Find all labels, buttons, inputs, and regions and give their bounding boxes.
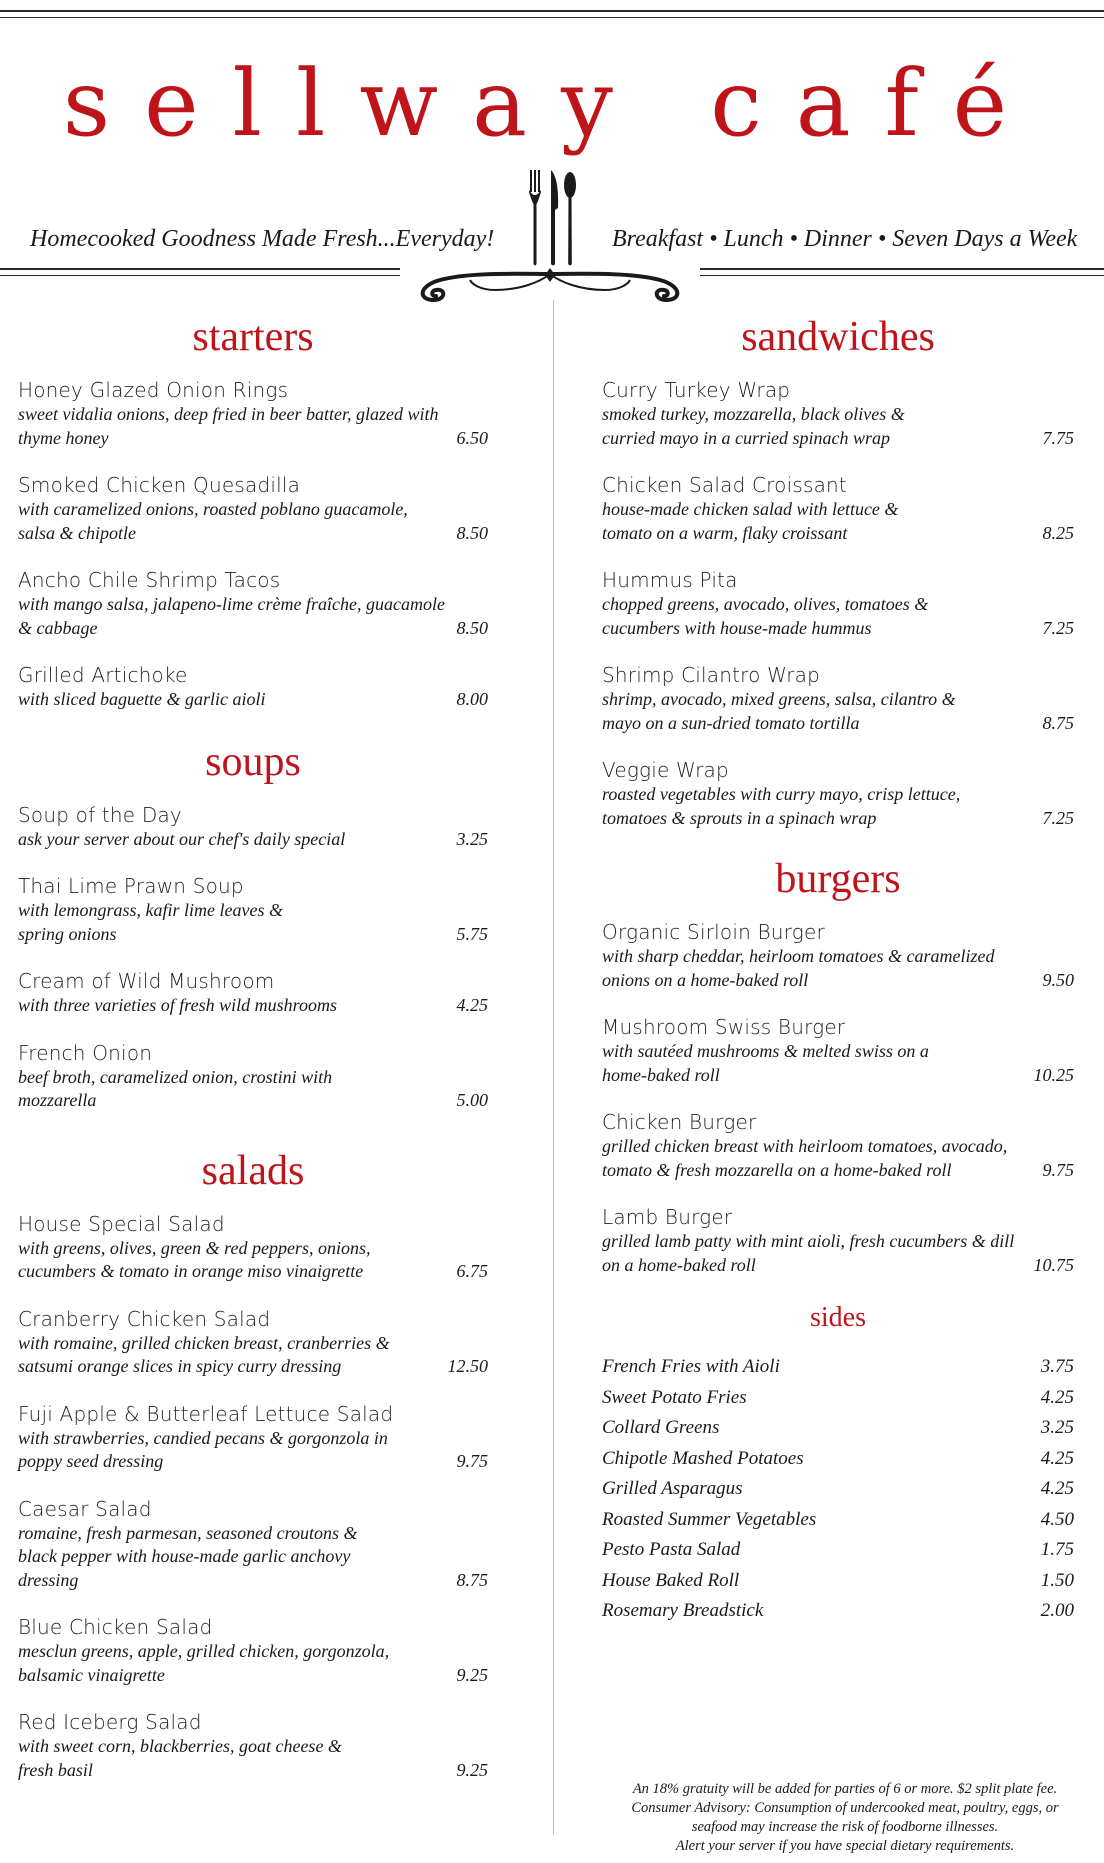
salads-heading: salads [201, 1147, 305, 1194]
burgers-heading: burgers [775, 856, 901, 902]
item-price: 6.50 [456, 427, 488, 448]
item-name: Ancho Chile Shrimp Tacos [18, 568, 281, 592]
item-name: Hummus Pita [602, 568, 738, 592]
item-description: with sliced baguette & garlic aioli [18, 689, 266, 709]
item-price: 8.50 [456, 522, 488, 543]
side-item [602, 1505, 1074, 1536]
side-price: 2.00 [1040, 1600, 1074, 1621]
item-price: 8.00 [456, 689, 488, 709]
menu-item [18, 1497, 488, 1593]
item-name: Shrimp Cilantro Wrap [602, 663, 820, 687]
item-name: French Onion [18, 1040, 153, 1065]
item-name: Caesar Salad [18, 1496, 152, 1521]
item-name: House Special Salad [18, 1211, 225, 1236]
item-description: sweet vidalia onions, deep fried in beer batter, glazed with thyme honey [18, 404, 439, 448]
salads-list [18, 1212, 488, 1783]
menu-item [602, 568, 1074, 640]
menu-item [602, 1015, 1074, 1087]
sandwiches-list [602, 378, 1074, 830]
item-name: Red Iceberg Salad [18, 1710, 202, 1734]
item-description: romaine, fresh parmesan, seasoned croutons & black pepper with house-made garlic anchovy dressing [18, 1522, 358, 1590]
side-item [602, 1566, 1074, 1597]
item-description: with lemongrass, kafir lime leaves & spring onions [18, 900, 283, 944]
item-description: with sharp cheddar, heirloom tomatoes & caramelized onions on a home-baked roll [602, 946, 995, 990]
item-name: Blue Chicken Salad [18, 1615, 213, 1639]
item-description: with three varieties of fresh wild mushrooms [18, 995, 337, 1015]
item-price: 8.75 [1042, 712, 1074, 733]
menu-item [602, 1110, 1074, 1182]
side-item [602, 1474, 1074, 1505]
gratuity-note: An 18% gratuity will be added for parties of 6 or more. $2 split plate fee. [632, 1781, 1058, 1797]
item-name: Thai Lime Prawn Soup [18, 874, 244, 898]
item-description: roasted vegetables with curry mayo, crisp lettuce, tomatoes & sprouts in a spinach wrap [602, 784, 961, 828]
menu-item [18, 1710, 488, 1782]
item-price: 12.50 [447, 1356, 488, 1376]
item-price: 10.75 [1033, 1254, 1074, 1275]
item-name: Cream of Wild Mushroom [18, 969, 275, 993]
item-description: with mango salsa, jalapeno-lime crème fraîche, guacamole & cabbage [18, 594, 445, 638]
item-name: Chicken Salad Croissant [602, 473, 847, 497]
side-price: 3.75 [1040, 1356, 1074, 1377]
item-description: grilled chicken breast with heirloom tomatoes, avocado, tomato & fresh mozzarella on a home-baked roll [602, 1136, 1008, 1180]
side-price: 4.25 [1040, 1386, 1074, 1408]
menu-item [18, 1402, 488, 1474]
side-name: French Fries with Aioli [602, 1356, 780, 1377]
menu-item [18, 803, 488, 852]
item-description: with greens, olives, green & red peppers, onions, cucumbers & tomato in orange miso vinaigrette [18, 1237, 371, 1281]
item-price: 7.25 [1042, 617, 1074, 638]
soups-list [18, 803, 488, 1113]
menu-item [18, 1041, 488, 1113]
side-price: 4.25 [1040, 1478, 1074, 1499]
item-name: Chicken Burger [602, 1110, 757, 1134]
menu-item [602, 1205, 1074, 1277]
item-price: 5.00 [456, 1090, 488, 1110]
fork-knife-spoon-icon [524, 168, 580, 268]
side-item [602, 1383, 1074, 1414]
side-name: Grilled Asparagus [602, 1478, 743, 1499]
item-name: Grilled Artichoke [18, 663, 188, 687]
item-description: chopped greens, avocado, olives, tomatoes & cucumbers with house-made hummus [602, 594, 929, 638]
item-name: Cranberry Chicken Salad [18, 1306, 271, 1331]
item-name: Fuji Apple & Butterleaf Lettuce Salad [18, 1401, 394, 1426]
right-column [602, 316, 1074, 1627]
item-name: Honey Glazed Onion Rings [18, 378, 289, 402]
menu-item [18, 473, 488, 545]
item-description: with sweet corn, blackberries, goat cheese & fresh basil [18, 1736, 342, 1780]
side-name: Rosemary Breadstick [602, 1600, 764, 1621]
menu-item [18, 874, 488, 946]
item-price: 9.75 [1042, 1159, 1074, 1180]
item-price: 9.50 [1042, 969, 1074, 990]
item-name: Organic Sirloin Burger [602, 920, 825, 944]
item-description: beef broth, caramelized onion, crostini with mozzarella [18, 1066, 333, 1110]
item-price: 7.75 [1042, 427, 1074, 448]
item-price: 8.75 [456, 1569, 488, 1590]
menu-item [18, 1307, 488, 1379]
side-item [602, 1535, 1074, 1566]
tagline-left: Homecooked Goodness Made Fresh...Everyday! [30, 226, 495, 252]
item-price: 4.25 [456, 995, 488, 1015]
item-description: mesclun greens, apple, grilled chicken, gorgonzola, balsamic vinaigrette [18, 1641, 390, 1685]
menu-item [18, 1615, 488, 1687]
starters-heading: starters [192, 314, 314, 360]
item-price: 9.75 [456, 1451, 488, 1471]
column-divider [553, 300, 554, 1835]
sandwiches-heading: sandwiches [741, 314, 935, 360]
item-description: ask your server about our chef's daily special [18, 828, 346, 849]
item-price: 10.25 [1033, 1064, 1074, 1085]
menu-item [602, 663, 1074, 735]
item-name: Soup of the Day [18, 802, 182, 827]
item-price: 8.50 [456, 617, 488, 638]
item-name: Smoked Chicken Quesadilla [18, 473, 301, 497]
side-name: Chipotle Mashed Potatoes [602, 1447, 804, 1469]
side-price: 4.50 [1040, 1508, 1074, 1530]
side-name: Pesto Pasta Salad [602, 1539, 741, 1560]
item-description: with sautéed mushrooms & melted swiss on a home-baked roll [602, 1041, 929, 1085]
tagline-right: Breakfast • Lunch • Dinner • Seven Days a Week [612, 226, 1078, 252]
item-price: 5.75 [456, 923, 488, 944]
advisory-line-1: Consumer Advisory: Consumption of undercooked meat, poultry, eggs, or [631, 1800, 1059, 1816]
side-name: Roasted Summer Vegetables [602, 1508, 817, 1530]
top-rule [0, 10, 1104, 12]
footer-notice [602, 1780, 1088, 1856]
restaurant-title: sellway café [62, 50, 1042, 157]
menu-item [18, 1212, 488, 1284]
side-price: 1.75 [1040, 1539, 1074, 1560]
flourish-ornament [400, 266, 700, 306]
item-name: Veggie Wrap [602, 758, 729, 782]
soups-heading: soups [205, 738, 301, 785]
top-rule-inner [0, 17, 1104, 18]
menu-item [602, 758, 1074, 830]
item-description: with caramelized onions, roasted poblano guacamole, salsa & chipotle [18, 499, 408, 543]
item-price: 9.25 [456, 1664, 488, 1685]
side-item [602, 1596, 1074, 1627]
item-price: 6.75 [456, 1261, 488, 1281]
item-description: shrimp, avocado, mixed greens, salsa, cilantro & mayo on a sun-dried tomato tortilla [602, 689, 956, 733]
menu-item [602, 473, 1074, 545]
dietary-note: Alert your server if you have special dietary requirements. [675, 1838, 1015, 1854]
side-price: 3.25 [1040, 1417, 1074, 1438]
side-item [602, 1413, 1074, 1444]
menu-item [18, 969, 488, 1018]
side-item [602, 1444, 1074, 1475]
sides-list [602, 1352, 1074, 1627]
menu-item [18, 378, 488, 450]
item-price: 7.25 [1042, 807, 1074, 828]
menu-item [18, 568, 488, 640]
item-price: 8.25 [1042, 522, 1074, 543]
side-item [602, 1352, 1074, 1383]
item-description: grilled lamb patty with mint aioli, fresh cucumbers & dill on a home-baked roll [602, 1231, 1015, 1275]
side-name: Collard Greens [602, 1417, 720, 1438]
item-price: 9.25 [456, 1759, 488, 1780]
side-price: 1.50 [1040, 1569, 1074, 1591]
left-column [18, 316, 488, 1805]
menu-item [602, 920, 1074, 992]
menu-item [602, 378, 1074, 450]
menu-item [18, 663, 488, 712]
starters-list [18, 378, 488, 712]
side-price: 4.25 [1040, 1447, 1074, 1469]
item-description: house-made chicken salad with lettuce & tomato on a warm, flaky croissant [602, 499, 899, 543]
side-name: Sweet Potato Fries [602, 1386, 747, 1408]
item-description: with romaine, grilled chicken breast, cranberries & satsumi orange slices in spicy curry dressing [18, 1332, 390, 1376]
advisory-line-2: seafood may increase the risk of foodborne illnesses. [691, 1819, 999, 1835]
item-description: smoked turkey, mozzarella, black olives & curried mayo in a curried spinach wrap [602, 404, 905, 448]
item-name: Curry Turkey Wrap [602, 378, 791, 402]
item-description: with strawberries, candied pecans & gorgonzola in poppy seed dressing [18, 1427, 388, 1471]
sides-heading: sides [810, 1302, 866, 1333]
item-name: Mushroom Swiss Burger [602, 1015, 846, 1039]
side-name: House Baked Roll [602, 1569, 740, 1591]
burgers-list [602, 920, 1074, 1277]
item-price: 3.25 [456, 828, 488, 849]
item-name: Lamb Burger [602, 1205, 733, 1229]
